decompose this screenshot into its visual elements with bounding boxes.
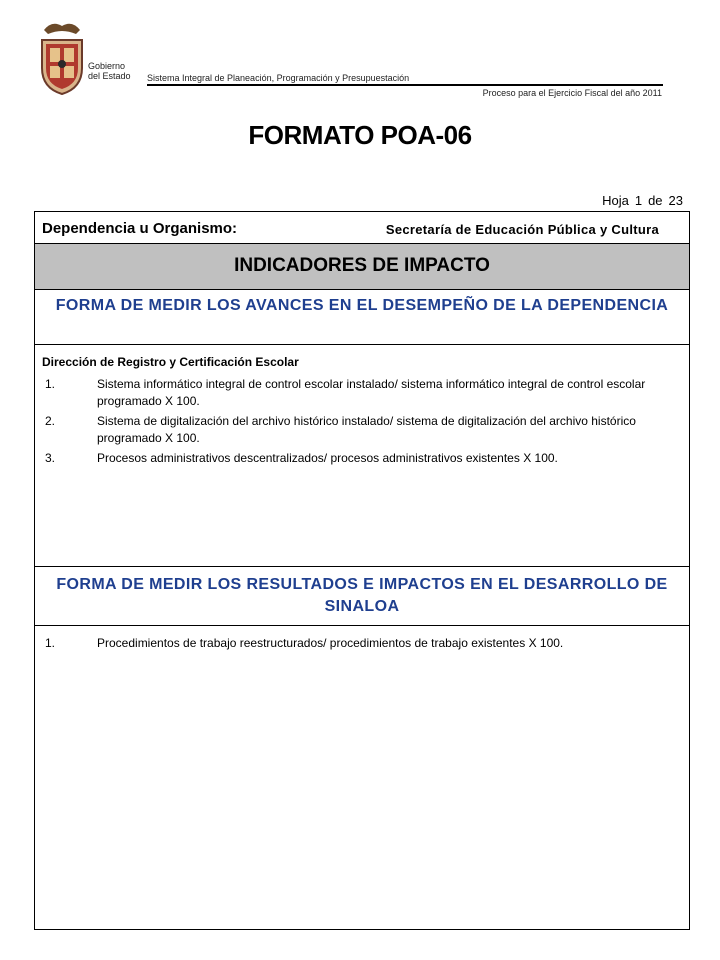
section-avances-list [35,376,675,470]
dependencia-row [35,212,689,244]
dependencia-value: Secretaría de Educación Pública y Cultura [385,222,659,237]
system-name: Sistema Integral de Planeación, Programación y Presupuestación [147,73,410,83]
gobierno-label: Gobierno del Estado [88,61,131,81]
page-title: FORMATO POA-06 [248,120,472,150]
list-item: 3. Procesos administrativos descentralizados/ procesos administrativos existentes X 100. [45,451,558,465]
state-seal-logo [36,18,88,96]
indicadores-heading: INDICADORES DE IMPACTO [35,244,689,290]
page-counter: Hoja 1 de 23 [602,193,683,208]
list-item: 1. Sistema informático integral de control escolar instalado/ sistema informático integral de control escolar programado X 100. [45,377,646,408]
section-avances-subtitle: Dirección de Registro y Certificación Escolar [42,355,299,369]
section-resultados-list [35,635,675,655]
dependencia-label: Dependencia u Organismo: [42,220,238,237]
process-year: Proceso para el Ejercicio Fiscal del año 2011 [482,88,662,98]
list-item: 2. Sistema de digitalización del archivo histórico instalado/ sistema de digitalización del archivo histórico programado X 100. [45,414,636,445]
header-rule [147,84,663,86]
list-item: 1. Procedimientos de trabajo reestructurados/ procedimientos de trabajo existentes X 100. [45,636,564,650]
section-avances-heading: FORMA DE MEDIR LOS AVANCES EN EL DESEMPEÑO DE LA DEPENDENCIA [35,290,689,345]
section-resultados-heading: FORMA DE MEDIR LOS RESULTADOS E IMPACTOS EN EL DESARROLLO DE SINALOA [35,566,689,626]
form-frame [34,211,690,930]
